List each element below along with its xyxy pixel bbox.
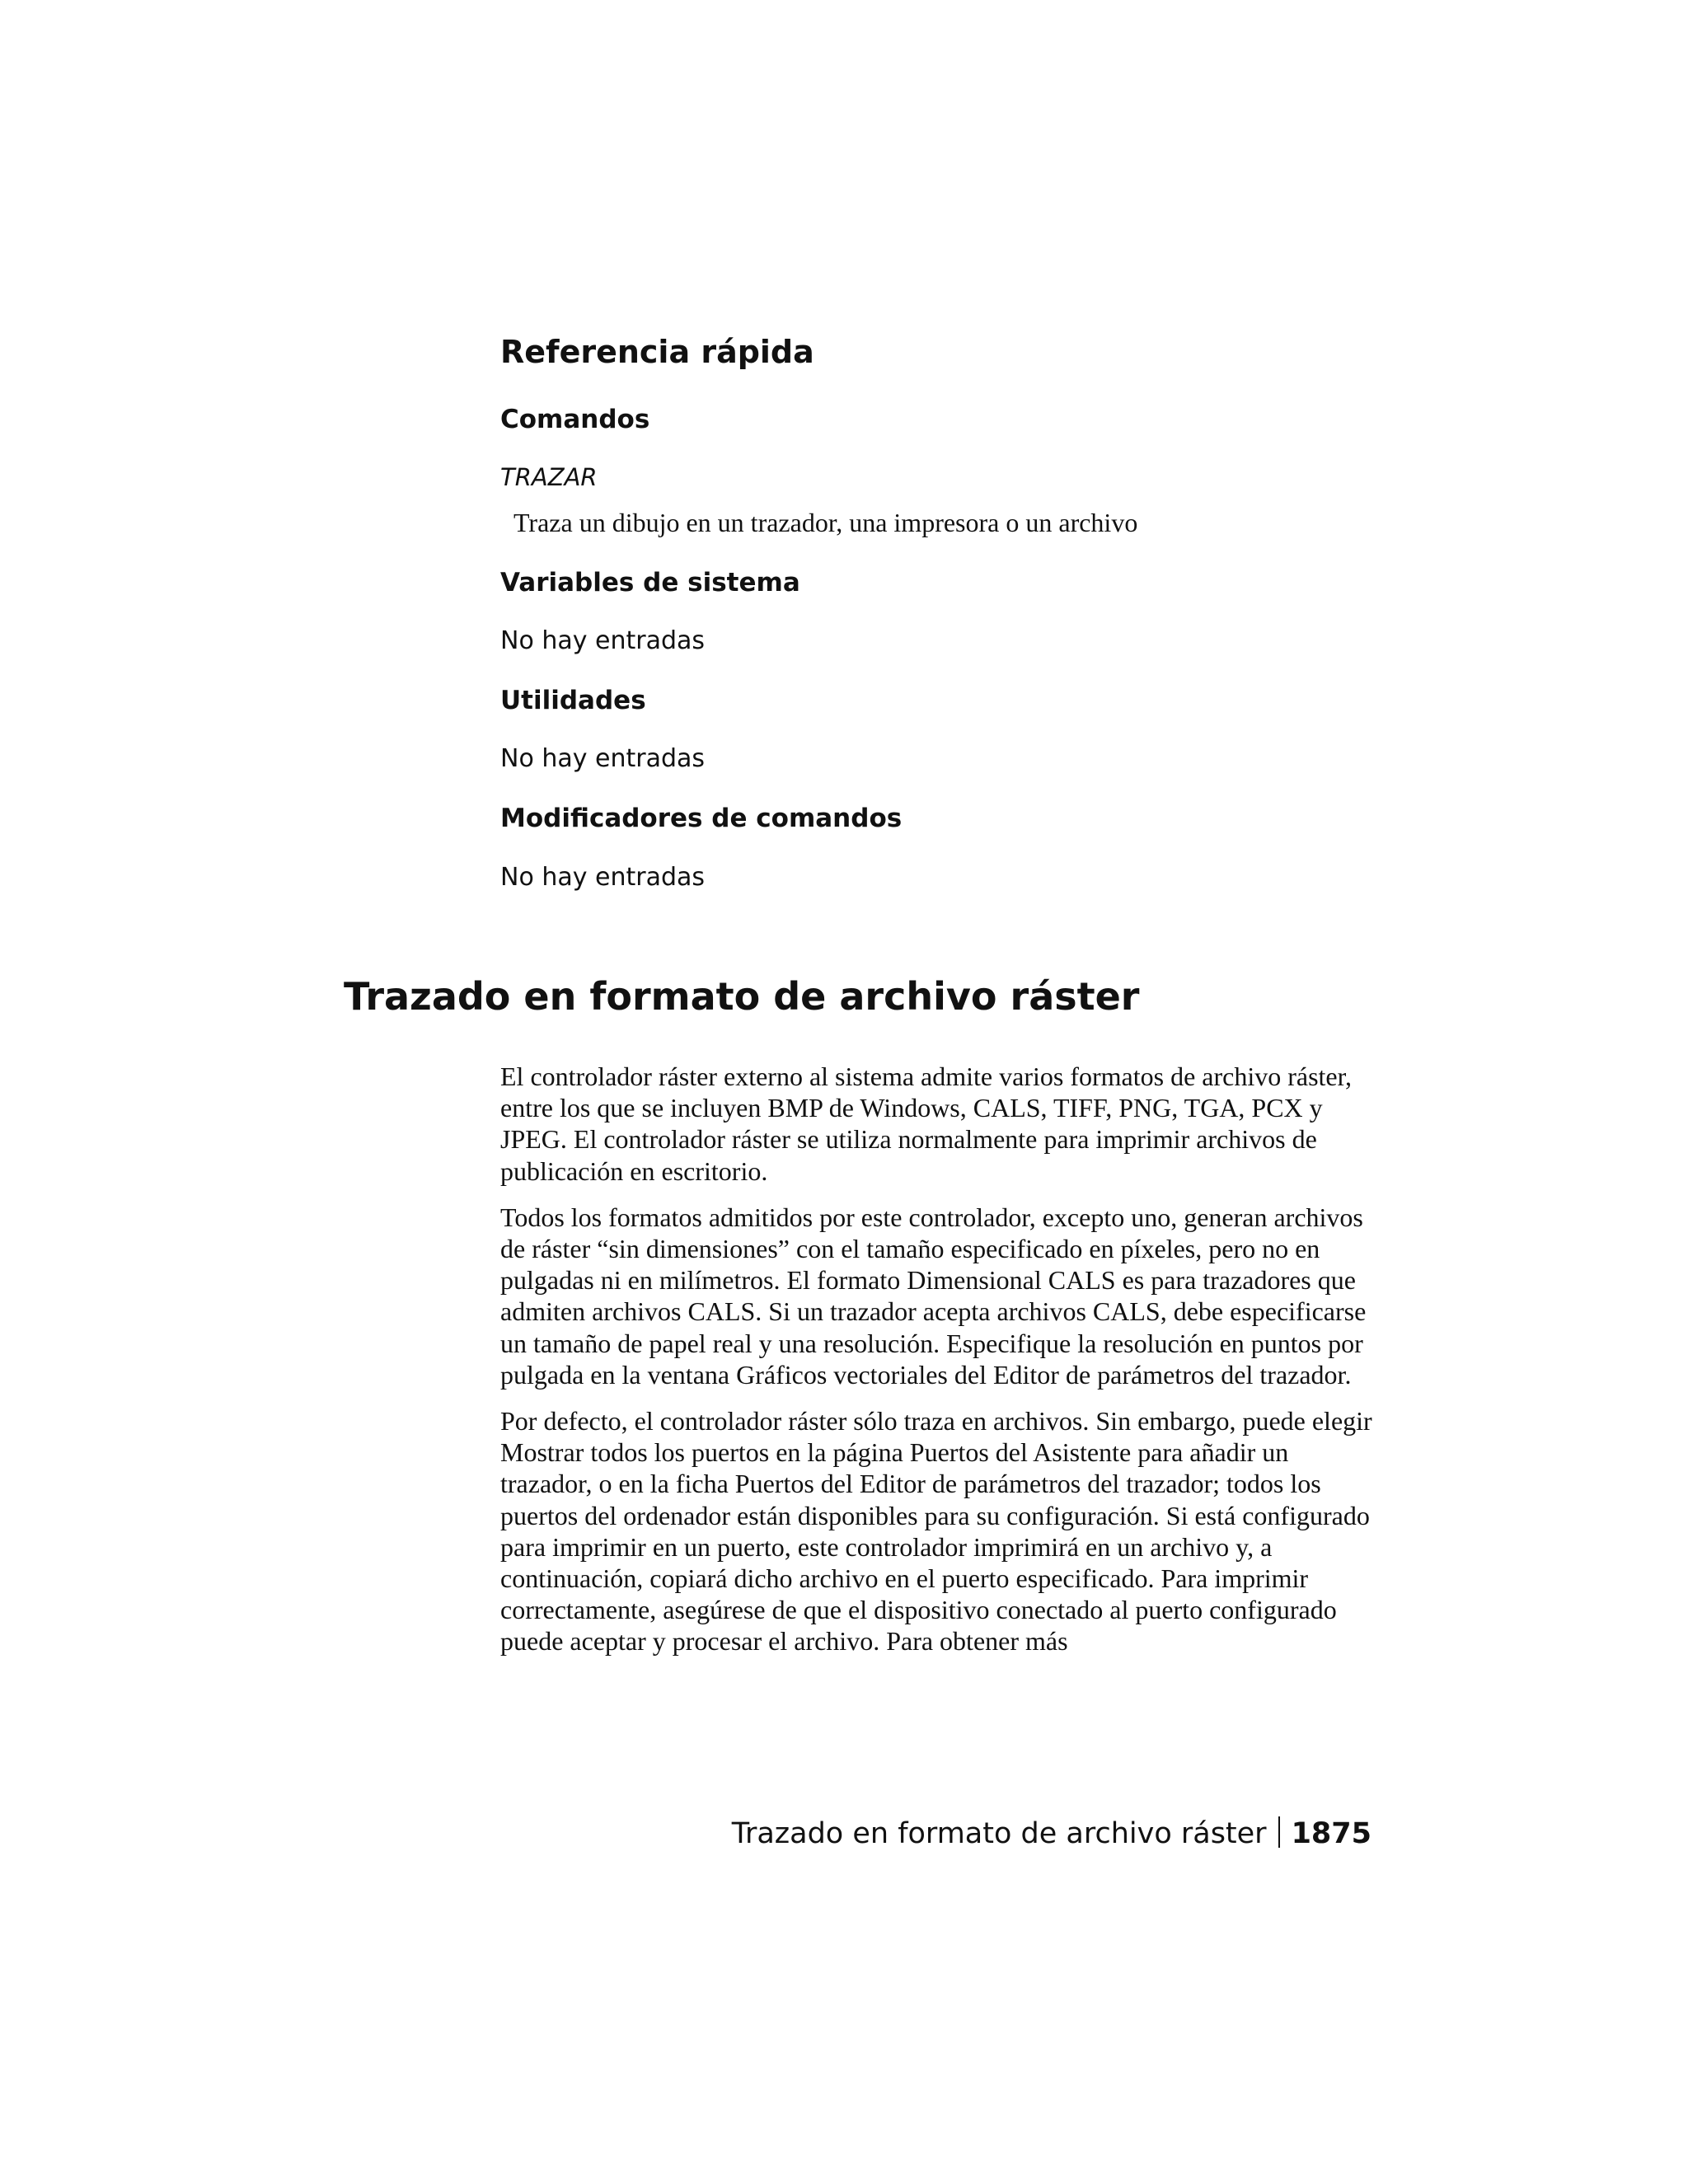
command-modifiers-heading: Modificadores de comandos: [500, 804, 903, 834]
quick-reference-title: Referencia rápida: [500, 334, 814, 370]
system-variables-text: No hay entradas: [500, 626, 706, 656]
page-number: 1875: [1291, 1817, 1372, 1850]
utilities-heading: Utilidades: [500, 686, 646, 716]
command-modifiers-text: No hay entradas: [500, 862, 706, 892]
paragraph: Todos los formatos admitidos por este controlador, excepto uno, generan archivos de ráster “sin dimensiones” con el tamaño especificado en píxeles, pero no en pulgadas ni en milímetros. El formato Dimensional CALS es para trazadores que admiten archivos CALS. Si un trazador acepta archivos CALS, debe especificarse un tamaño de papel real y una resolución. Especifique la resolución en puntos por pulgada en la ventana Gráficos vectoriales del Editor de parámetros del trazador.: [500, 1202, 1367, 1390]
paragraph: El controlador ráster externo al sistema admite varios formatos de archivo ráster, entre los que se incluyen BMP de Windows, CALS, TIFF, PNG, TGA, PCX y JPEG. El controlador ráster se utiliza normalmente para imprimir archivos de publicación en escritorio.: [500, 1062, 1352, 1186]
command-name-link[interactable]: TRAZAR: [500, 462, 598, 491]
footer-separator: [1278, 1816, 1280, 1848]
section-body: [500, 1061, 1376, 1672]
quick-reference-block: [500, 334, 1374, 893]
page-footer: [732, 1816, 1372, 1851]
section-heading: Trazado en formato de archivo ráster: [344, 974, 1140, 1019]
command-description: Traza un dibujo en un trazador, una impresora o un archivo: [513, 507, 1138, 537]
paragraph: Por defecto, el controlador ráster sólo traza en archivos. Sin embargo, puede elegir Mostrar todos los puertos en la página Puertos del Asistente para añadir un trazador, o en la ficha Puertos del Editor de parámetros del trazador; todos los puertos del ordenador están disponibles para su configuración. Si está configurado para imprimir en un puerto, este controlador imprimirá en un archivo y, a continuación, copiará dicho archivo en el puerto especificado. Para imprimir correctamente, asegúrese de que el dispositivo conectado al puerto configurado puede aceptar y procesar el archivo. Para obtener más: [500, 1406, 1372, 1657]
system-variables-heading: Variables de sistema: [500, 567, 800, 598]
running-title: Trazado en formato de archivo ráster: [731, 1817, 1267, 1850]
commands-heading: Comandos: [500, 404, 650, 434]
utilities-text: No hay entradas: [500, 744, 706, 774]
